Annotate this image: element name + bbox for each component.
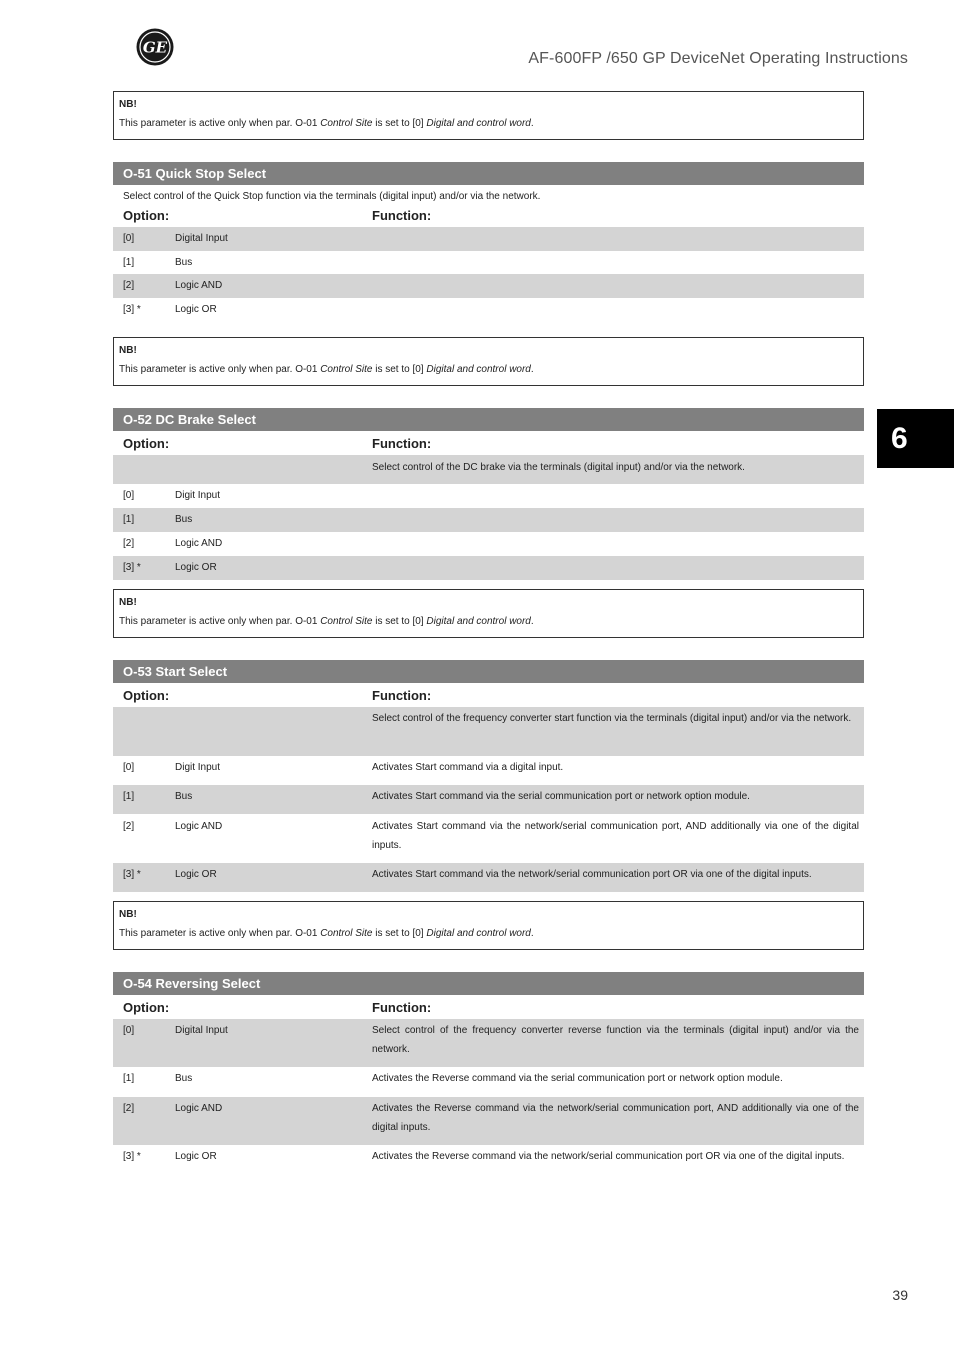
note-label: NB! <box>119 597 137 608</box>
page-number: 39 <box>892 1287 908 1303</box>
table-row: [0] Digit Input <box>123 490 221 501</box>
section-title: O-51 Quick Stop Select <box>113 162 864 185</box>
note-label: NB! <box>119 345 137 356</box>
document-title: AF-600FP /650 GP DeviceNet Operating Instructions <box>528 50 908 67</box>
table-row: [3] * Logic OR <box>123 304 217 315</box>
section-title: O-53 Start Select <box>113 660 864 683</box>
table-row: [0] Digital Input Select control of the frequency converter reverse function via the terminals (digital input) and/or via the network. <box>113 1019 864 1067</box>
table-row: [3] * Logic OR <box>113 556 864 580</box>
column-headers <box>113 995 864 1019</box>
section-title: O-52 DC Brake Select <box>113 408 864 431</box>
table-row: [3] * Logic OR Activates Start command via the network/serial communication port OR via one of the digital inputs. <box>113 863 864 892</box>
table-row: [1] Bus Activates the Reverse command via the serial communication port or network option module. <box>123 1073 783 1084</box>
option-header: Option: <box>123 687 170 703</box>
note-label: NB! <box>119 909 137 920</box>
table-row: [0] Digit Input Activates Start command via a digital input. <box>123 762 564 773</box>
note-box <box>113 337 864 386</box>
section-o53 <box>113 660 864 892</box>
option-header: Option: <box>123 999 170 1015</box>
table-row-intro: Select control of the frequency converter start function via the terminals (digital input) and/or via the network. <box>113 707 864 756</box>
note-text: This parameter is active only when par. O-01 Control Site is set to [0] Digital and control word. <box>119 928 534 939</box>
section-o54 <box>113 972 864 1193</box>
option-header: Option: <box>123 435 170 451</box>
note-box <box>113 589 864 638</box>
table-row: [2] Logic AND Activates Start command via the network/serial communication port, AND additionally via one of the digital inputs. <box>123 821 859 851</box>
note-box <box>113 901 864 950</box>
table-row: [2] Logic AND <box>123 538 223 549</box>
note-box <box>113 91 864 140</box>
logo-text: GE <box>142 38 168 57</box>
function-header: Function: <box>372 999 432 1015</box>
function-header: Function: <box>372 687 432 703</box>
note-text: This parameter is active only when par. O-01 Control Site is set to [0] Digital and control word. <box>119 364 534 375</box>
column-headers <box>113 203 864 227</box>
table-row: [2] Logic AND Activates the Reverse command via the network/serial communication port, AND additionally via one of the digital inputs. <box>113 1097 864 1145</box>
function-header: Function: <box>372 207 432 223</box>
table-row-intro: Select control of the DC brake via the terminals (digital input) and/or via the network. <box>113 455 864 484</box>
section-title: O-54 Reversing Select <box>113 972 864 995</box>
section-o51 <box>113 162 864 321</box>
column-headers <box>113 431 864 455</box>
ge-monogram-icon <box>136 28 174 66</box>
column-headers <box>113 683 864 707</box>
table-row: [1] Bus <box>123 257 193 268</box>
note-text: This parameter is active only when par. O-01 Control Site is set to [0] Digital and control word. <box>119 616 534 627</box>
note-text: This parameter is active only when par. O-01 Control Site is set to [0] Digital and control word. <box>119 118 534 129</box>
table-row: [0] Digital Input <box>113 227 864 251</box>
function-header: Function: <box>372 435 432 451</box>
section-o52 <box>113 408 864 580</box>
note-label: NB! <box>119 99 137 110</box>
table-row: [1] Bus <box>113 508 864 532</box>
table-row: [1] Bus Activates Start command via the serial communication port or network option module. <box>113 785 864 814</box>
section-description: Select control of the Quick Stop function via the terminals (digital input) and/or via the network. <box>123 191 541 202</box>
table-row: [3] * Logic OR Activates the Reverse command via the network/serial communication port OR via one of the digital inputs. <box>123 1151 845 1162</box>
chapter-tab: 6 <box>877 409 954 468</box>
table-row: [2] Logic AND <box>113 274 864 298</box>
option-header: Option: <box>123 207 170 223</box>
